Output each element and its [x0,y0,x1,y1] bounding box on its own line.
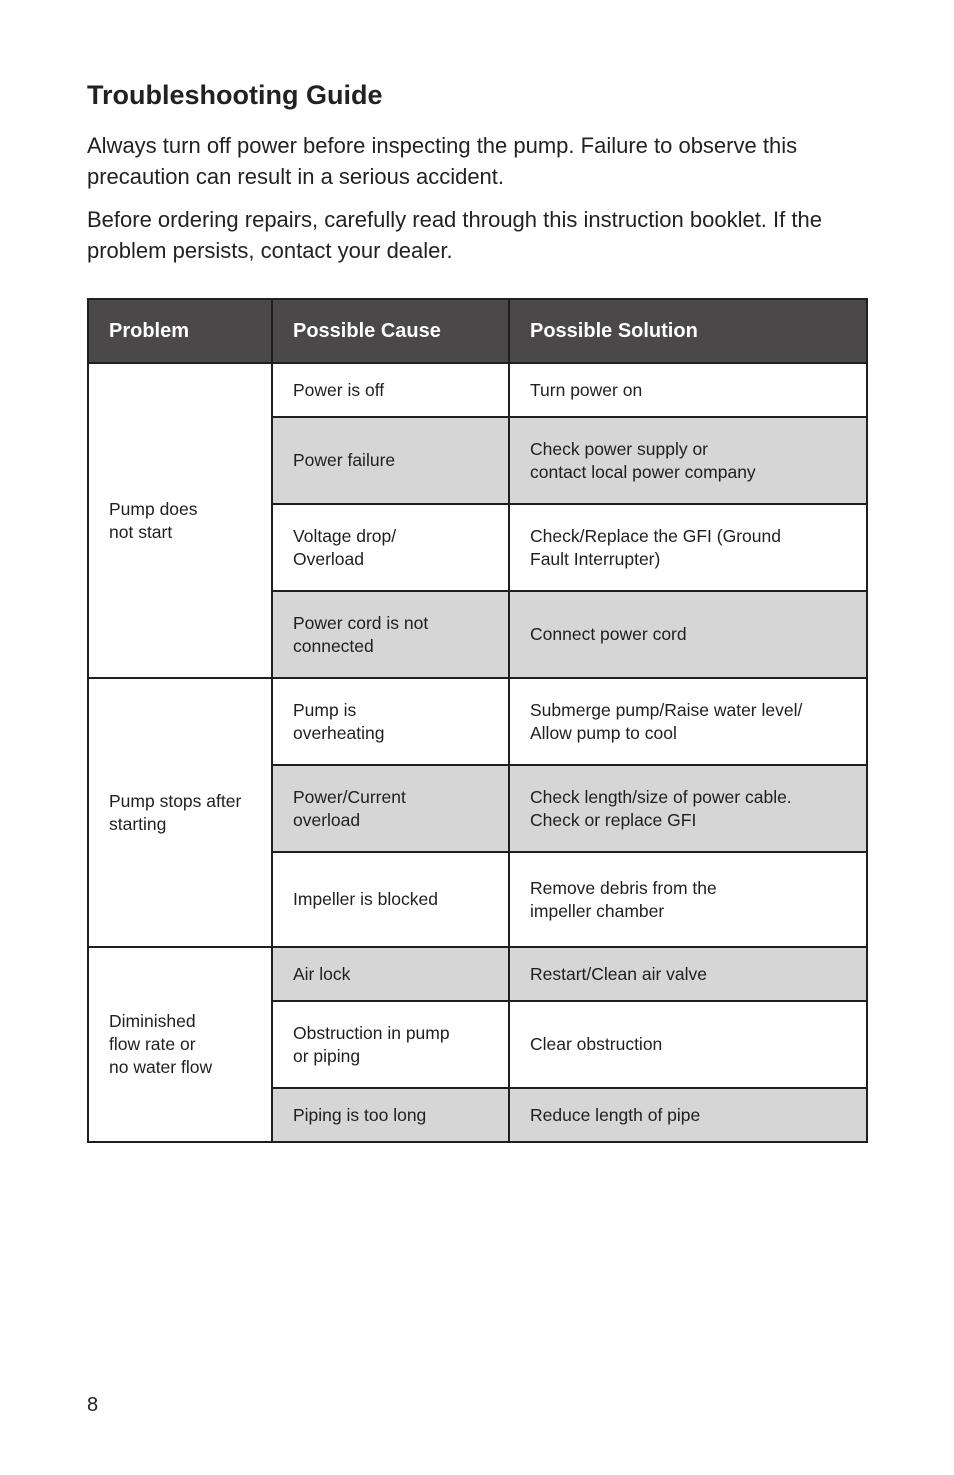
solution-text: Remove debris from the impeller chamber [530,877,717,921]
solution-cell [509,765,867,852]
cause-text: Impeller is blocked [293,889,438,909]
solution-text: Submerge pump/Raise water level/ Allow pump to cool [530,699,803,743]
cause-text: Piping is too long [293,1104,427,1125]
cause-text: Voltage drop/ Overload [293,525,397,569]
solution-text: Check length/size of power cable. Check or replace GFI [530,786,792,830]
solution-cell [509,1088,867,1142]
problem-label: Pump does not start [109,498,198,542]
cause-cell [272,1088,509,1142]
solution-cell [509,504,867,591]
solution-text: Check power supply or contact local power company [530,438,756,482]
troubleshooting-table [87,298,868,1143]
header-possible-solution: Possible Solution [509,299,867,363]
header-problem: Problem [88,299,272,363]
table-header-row [88,299,867,363]
page-number: 8 [87,1394,99,1416]
cause-text: Power cord is not connected [293,612,429,656]
solution-text: Reduce length of pipe [530,1104,701,1125]
problem-label: Pump stops after starting [109,790,242,834]
solution-text: Turn power on [530,379,643,400]
solution-cell [509,678,867,765]
intro-warning: Always turn off power before inspecting the pump. Failure to observe this precaution can result in a serious accident. [87,133,798,189]
problem-cell [88,363,272,678]
cause-cell [272,417,509,504]
cause-cell [272,363,509,417]
cause-cell [272,591,509,678]
solution-text: Connect power cord [530,624,687,644]
solution-cell [509,947,867,1001]
solution-cell [509,852,867,947]
cause-cell [272,947,509,1001]
intro-instructions: Before ordering repairs, carefully read through this instruction booklet. If the problem persists, contact your dealer. [87,207,822,263]
cause-text: Power/Current overload [293,786,406,830]
cause-text: Obstruction in pump or piping [293,1022,450,1066]
cause-text: Power is off [293,379,385,400]
problem-label: Diminished flow rate or no water flow [109,1011,213,1077]
cause-cell [272,504,509,591]
solution-text: Check/Replace the GFI (Ground Fault Interrupter) [530,525,781,569]
solution-cell [509,363,867,417]
problem-cell [88,678,272,947]
table-row [88,363,867,417]
cause-cell [272,1001,509,1088]
cause-text: Power failure [293,450,396,470]
header-possible-cause: Possible Cause [272,299,509,363]
cause-cell [272,852,509,947]
cause-cell [272,678,509,765]
solution-cell [509,591,867,678]
solution-cell [509,1001,867,1088]
problem-cell [88,947,272,1142]
cause-text: Air lock [293,963,351,984]
solution-text: Restart/Clean air valve [530,963,708,984]
page-title: Troubleshooting Guide [87,80,383,110]
cause-text: Pump is overheating [293,699,385,743]
table-row [88,947,867,1001]
solution-cell [509,417,867,504]
table-row [88,678,867,765]
cause-cell [272,765,509,852]
solution-text: Clear obstruction [530,1034,663,1054]
